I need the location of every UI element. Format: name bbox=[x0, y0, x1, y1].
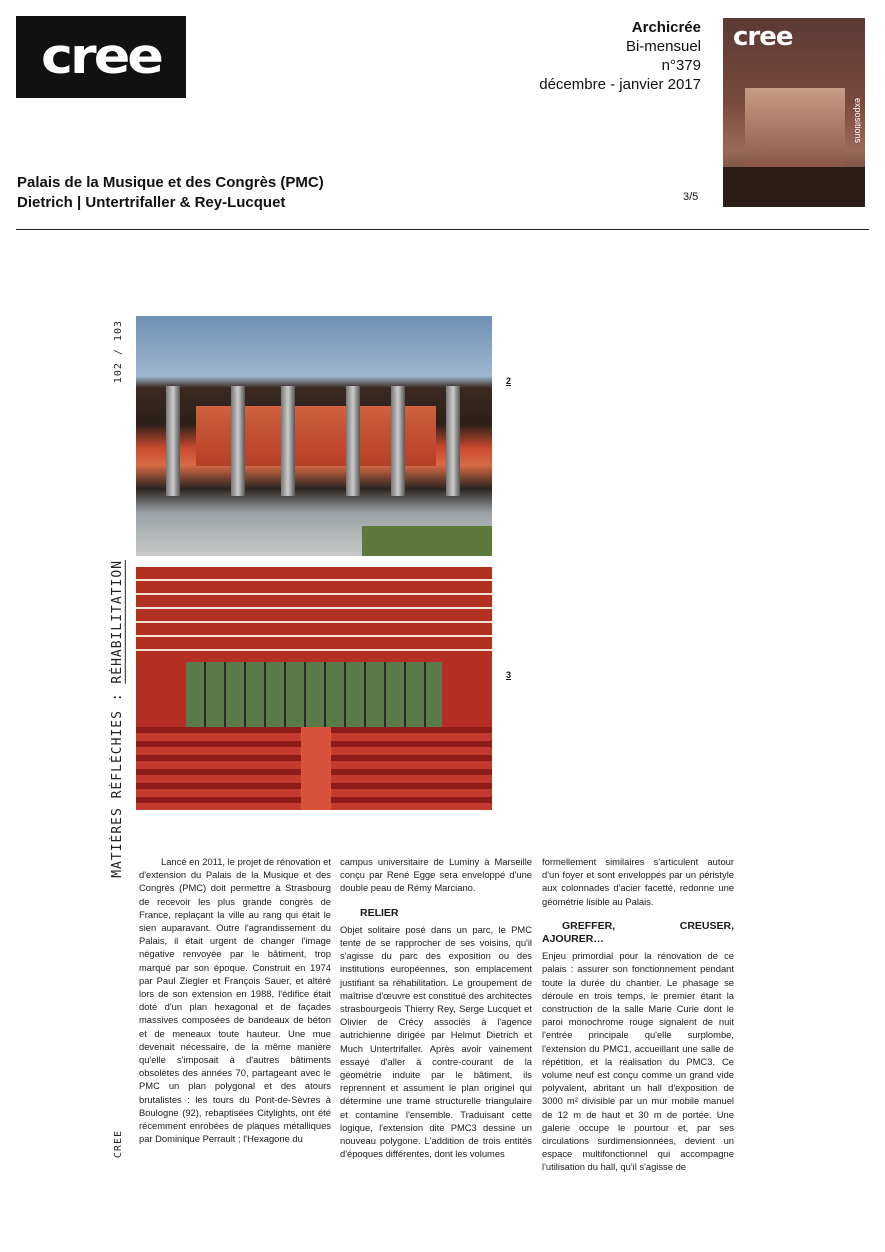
photo-window-wall bbox=[186, 662, 442, 727]
paragraph: Objet solitaire posé dans un parc, le PMC tente de se rapprocher de ses voisins, qu'il s'agisse du parc des exposition ou des institutions européennes, son emplacement justifiant sa réhabilitation. Le groupement de maîtrise d'œuvre est constitué des architectes strasbourgeois Thierry Rey, Serge Lucquet et Olivier de Crécy associés à l'agence autrichienne dirigée par Helmut Dietrich et Much Untertrifaller. Après avoir vainement essayé d'aller à contre-courant de la géométrie induite par le bâtiment, ils reprennent et assument le plan originel qui détermine une trame structurelle triangulaire et contamine l'ensemble. Traduisant cette logique, l'extension dite PMC3 dessine un nouveau polygone. L'addition de trois entités d'époques différentes, dont les volumes bbox=[340, 923, 532, 1160]
issue-date: décembre - janvier 2017 bbox=[539, 76, 701, 93]
photo-column bbox=[231, 386, 245, 496]
rubric bbox=[110, 560, 125, 878]
frequency: Bi-mensuel bbox=[625, 38, 701, 55]
cover-logo: cree bbox=[733, 22, 793, 52]
section-heading: GREFFER, CREUSER, AJOURER… bbox=[542, 919, 734, 946]
header-divider bbox=[16, 229, 869, 230]
cover-side-text: expositions bbox=[853, 98, 863, 144]
facade-photo bbox=[136, 316, 492, 556]
paragraph: campus universitaire de Luminy à Marseille conçu par René Egge sera enveloppé d'une double peau de Rémy Marciano. bbox=[340, 856, 532, 894]
cover-photo bbox=[745, 88, 845, 168]
figure-ref-2: 2 bbox=[506, 376, 512, 386]
issue-number: n°379 bbox=[661, 57, 701, 74]
hall-photo bbox=[136, 567, 492, 810]
photo-column bbox=[446, 386, 460, 496]
page-indicator: 3/5 bbox=[683, 191, 699, 203]
photo-column bbox=[281, 386, 295, 496]
subrubric-label: RÉHABILITATION bbox=[110, 560, 125, 684]
paragraph: formellement similaires s'articulent autour d'un foyer et sont enveloppés par un péristyle aux colonnades d'acier facetté, redonne une géométrie lisible au Palais. bbox=[542, 856, 734, 907]
magazine-cover bbox=[723, 18, 865, 207]
title-line-1: Palais de la Musique et des Congrès (PMC) bbox=[17, 174, 324, 191]
figure-ref-3: 3 bbox=[506, 670, 512, 680]
photo-column bbox=[391, 386, 405, 496]
logo-text: cree bbox=[41, 28, 161, 85]
section-heading: RELIER bbox=[360, 906, 399, 919]
cover-floor bbox=[723, 167, 865, 207]
photo-grass bbox=[362, 526, 492, 556]
text-column-3 bbox=[542, 855, 734, 1174]
brand-vertical: CREE bbox=[113, 1130, 124, 1159]
text-column-1 bbox=[139, 855, 331, 1145]
article-title bbox=[17, 173, 324, 213]
rubric-label: MATIÈRES RÉFLÉCHIES : bbox=[110, 692, 125, 878]
title-line-2: Dietrich | Untertrifaller & Rey-Lucquet bbox=[17, 194, 286, 211]
cree-logo bbox=[16, 16, 186, 98]
photo-column bbox=[346, 386, 360, 496]
paragraph: Enjeu primordial pour la rénovation de ce palais : assurer son fonctionnement pendant toute la durée du chantier. Le phasage se déroule en trois temps, le premier étant la construction de la salle Marie Curie dont le paroi monochrome rouge signalent de nuit l'entrée principale qu'elle surplombe, l'extension du PMC1, accueillant une salle de répétition, et la réalisation du PMC3. Ce volume neuf est conçu comme un grand vide polyvalent, abritant un hall d'exposition de 3000 m² divisible par un mur mobile manuel de 12 m de haut et 30 m de portée. Une galerie occupe le pourtour et, par ses circulations surdimensionnées, devient un espace multifonctionnel qui accompagne l'utilisation du hall, qu'il s'agisse de bbox=[542, 950, 734, 1173]
photo-aisle bbox=[301, 727, 331, 810]
publication-name: Archicrée bbox=[631, 19, 701, 36]
text-column-2 bbox=[340, 855, 532, 1160]
folio: 102 / 103 bbox=[113, 320, 124, 384]
photo-ceiling bbox=[136, 567, 492, 657]
photo-column bbox=[166, 386, 180, 496]
paragraph: Lancé en 2011, le projet de rénovation et d'extension du Palais de la Musique et des Congrès (PMC) doit permettre à Strasbourg de recevoir les plus grande congrès de France, replaçant la ville au rang qui était le sien auparavant. Outre l'agrandissement du Palais, il était urgent de changer l'image négative renvoyée par le bâtiment, trop marqué par son époque. Construit en 1974 par Paul Ziegler et François Sauer, et altéré lors de son extension en 1988, l'édifice était doté d'un plan hexagonal et de façades massives composées de bandeaux de béton et de meneaux toute hauteur. Une mue devenait nécessaire, de la même manière qu'elle s'imposait à d'autres bâtiments obsolètes des années 70, partageant avec le PMC un plan polygonal et des atours brutalistes : les tours du Pont-de-Sèvres à Boulogne (92), rebaptisées Citylights, ont été récemment enrobées de plaques métalliques par Dominique Perrault ; l'Hexagone du bbox=[139, 856, 331, 1145]
issue-info bbox=[539, 18, 701, 94]
